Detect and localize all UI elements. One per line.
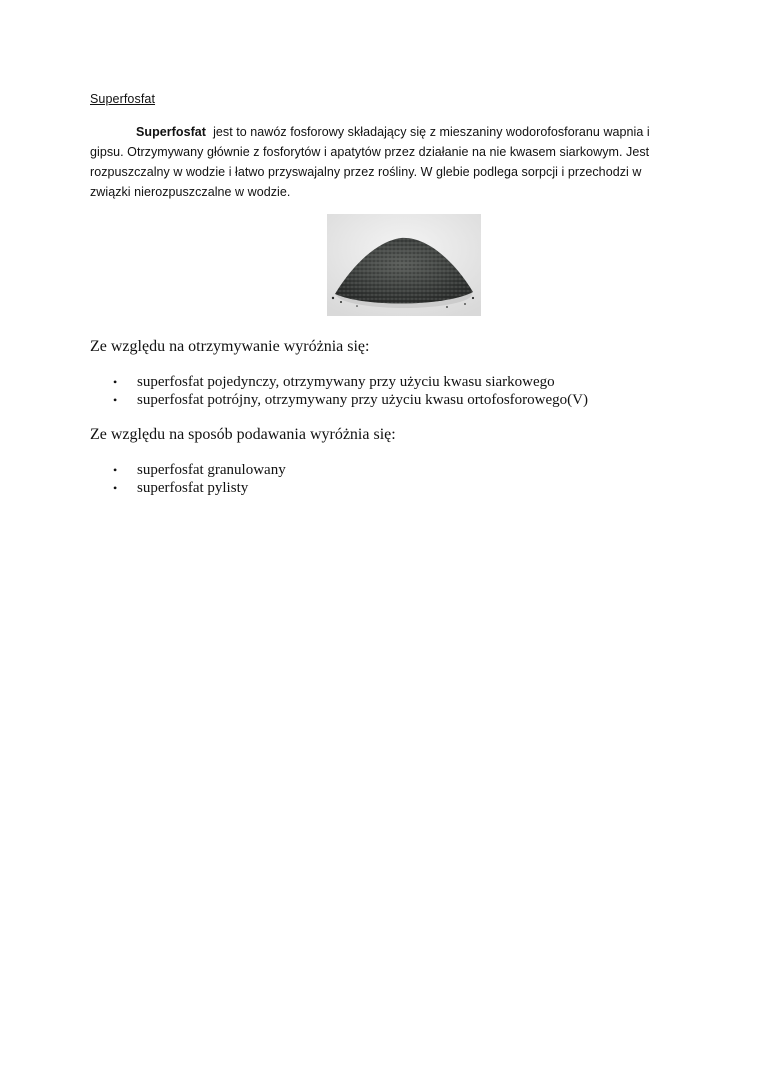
production-type-list: [113, 373, 588, 409]
list-item-text: superfosfat pojedynczy, otrzymywany przy użyciu kwasu siarkowego: [137, 374, 555, 390]
list-item-text: superfosfat granulowany: [137, 462, 286, 478]
bullet-icon: •: [113, 393, 118, 407]
list-item-text: superfosfat pylisty: [137, 480, 249, 496]
list-item: [113, 479, 286, 497]
intro-text: jest to nawóz fosforowy składający się z mieszaniny wodorofosforanu wapnia i gipsu. Otrzymywany głównie z fosforytów i apatytów przez działanie na nie kwasem siarkowym. Jest rozpuszczalny w wodzie i łatwo przyswajalny przez rośliny. W glebie podlega sorpcji i przechodzi w związki nierozpuszczalne w wodzie.: [90, 125, 650, 199]
bullet-icon: •: [113, 463, 118, 477]
document-title: Superfosfat: [90, 92, 156, 106]
intro-paragraph: [90, 122, 680, 202]
section-heading-production: Ze względu na otrzymywanie wyróżnia się:: [90, 338, 370, 355]
list-item: [113, 373, 588, 391]
list-item: [113, 391, 588, 409]
list-item: [113, 461, 286, 479]
superphosphate-photo: [327, 214, 481, 316]
application-type-list: [113, 461, 286, 497]
intro-lead-term: Superfosfat: [136, 125, 207, 139]
bullet-icon: •: [113, 375, 118, 389]
bullet-icon: •: [113, 481, 118, 495]
section-heading-application: Ze względu na sposób podawania wyróżnia się:: [90, 426, 396, 443]
list-item-text: superfosfat potrójny, otrzymywany przy użyciu kwasu ortofosforowego(V): [137, 392, 588, 408]
